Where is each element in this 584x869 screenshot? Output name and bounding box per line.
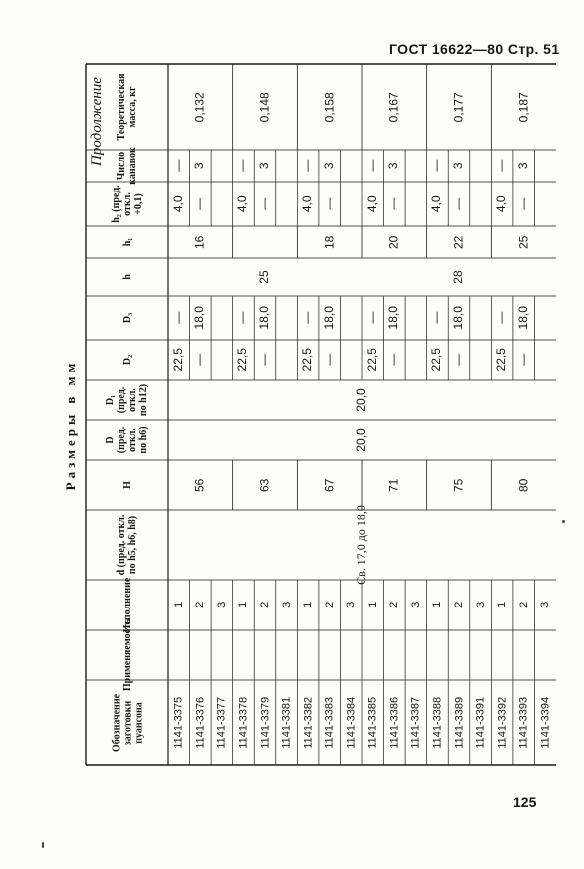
row-D3: — — [171, 311, 186, 324]
row-version: 1 — [237, 601, 250, 609]
row-designation: 1141-3379 — [258, 696, 271, 749]
row-D2: 22,5 — [429, 348, 444, 372]
row-groove-count: 3 — [322, 162, 337, 170]
header-d: d (пред. откл. по h5, h6, h8) — [116, 514, 138, 576]
group-mass: 0,167 — [386, 91, 401, 122]
row-designation: 1141-3377 — [215, 696, 228, 749]
h-value: 28 — [451, 270, 466, 284]
standard-reference: ГОСТ 16622—80 Стр. 51 — [389, 41, 560, 57]
row-version: 1 — [496, 601, 509, 609]
group-h1: 25 — [516, 235, 531, 249]
header-designation: Обозначение заготовки пуансона — [110, 693, 144, 752]
row-h2: 4,0 — [429, 195, 444, 213]
row-version: 2 — [194, 601, 207, 609]
row-groove-count: — — [365, 159, 380, 172]
dimensions-unit-caption: Размеры в мм — [62, 359, 78, 491]
row-D2: 22,5 — [494, 348, 509, 372]
page-number: 125 — [513, 794, 537, 810]
row-designation: 1141-3389 — [452, 696, 465, 749]
row-groove-count: 3 — [516, 162, 531, 170]
row-designation: 1141-3376 — [194, 696, 207, 749]
row-D2: 22,5 — [171, 348, 186, 372]
row-h2: — — [386, 197, 401, 210]
row-groove-count: 3 — [451, 162, 466, 170]
row-D2: 22,5 — [365, 348, 380, 372]
row-version: 2 — [323, 601, 336, 609]
group-h1: 22 — [451, 235, 466, 249]
header-D2: D₂ — [121, 354, 133, 366]
header-applicability: Применяемость — [121, 618, 133, 692]
row-h2: — — [322, 197, 337, 210]
row-version: 2 — [517, 601, 530, 609]
row-groove-count: 3 — [386, 162, 401, 170]
row-D3: 18,0 — [516, 306, 531, 330]
h-value: 25 — [257, 270, 272, 284]
d-range: Св. 17,0 до 18,0 — [354, 505, 369, 585]
row-h2: 4,0 — [494, 195, 509, 213]
row-D2: — — [516, 353, 531, 366]
row-designation: 1141-3386 — [388, 696, 401, 749]
row-D2: — — [257, 353, 272, 366]
row-D3: 18,0 — [451, 306, 466, 330]
row-D2: — — [192, 353, 207, 366]
row-version: 1 — [302, 601, 315, 609]
continuation-label: Продолжение — [89, 77, 105, 166]
group-mass: 0,148 — [257, 91, 272, 122]
header-h1: h₁ — [121, 237, 133, 247]
group-H: 75 — [451, 478, 466, 492]
row-designation: 1141-3387 — [409, 696, 422, 749]
row-version: 3 — [474, 601, 487, 609]
row-groove-count: — — [171, 159, 186, 172]
D1-value: 20,0 — [354, 388, 369, 412]
row-version: 3 — [409, 601, 422, 609]
row-D2: 22,5 — [235, 348, 250, 372]
group-H: 67 — [322, 478, 337, 492]
row-D3: 18,0 — [192, 306, 207, 330]
row-groove-count: — — [235, 159, 250, 172]
row-D3: — — [365, 311, 380, 324]
row-designation: 1141-3383 — [323, 696, 336, 749]
row-D3: — — [494, 311, 509, 324]
row-designation: 1141-3384 — [345, 696, 358, 749]
row-designation: 1141-3378 — [237, 696, 250, 749]
group-h1: 18 — [322, 235, 337, 249]
row-h2: 4,0 — [365, 195, 380, 213]
row-version: 3 — [539, 601, 552, 609]
row-designation: 1141-3382 — [302, 696, 315, 749]
header-version: Исполнение — [121, 577, 133, 633]
row-designation: 1141-3394 — [539, 696, 552, 749]
row-designation: 1141-3393 — [517, 696, 530, 749]
row-designation: 1141-3388 — [431, 696, 444, 749]
row-h2: 4,0 — [300, 195, 315, 213]
row-version: 2 — [258, 601, 271, 609]
row-h2: — — [516, 197, 531, 210]
row-designation: 1141-3381 — [280, 696, 293, 749]
row-D3: — — [300, 311, 315, 324]
row-designation: 1141-3385 — [366, 696, 379, 749]
row-groove-count: 3 — [192, 162, 207, 170]
row-D2: 22,5 — [300, 348, 315, 372]
group-h1: 20 — [386, 235, 401, 249]
group-H: 63 — [257, 478, 272, 492]
row-D2: — — [451, 353, 466, 366]
row-designation: 1141-3392 — [496, 696, 509, 749]
header-groove-count: Число канавок — [116, 147, 138, 185]
row-version: 3 — [215, 601, 228, 609]
row-D2: — — [322, 353, 337, 366]
group-H: 80 — [516, 478, 531, 492]
row-h2: — — [451, 197, 466, 210]
row-h2: 4,0 — [171, 195, 186, 213]
row-version: 2 — [388, 601, 401, 609]
row-D3: 18,0 — [257, 306, 272, 330]
row-groove-count: — — [300, 159, 315, 172]
D-value: 20,0 — [354, 428, 369, 452]
scan-speck — [42, 842, 44, 848]
header-h: h — [121, 274, 133, 280]
header-D: D (пред. откл. по h6) — [105, 426, 149, 454]
row-D2: — — [386, 353, 401, 366]
group-H: 56 — [192, 478, 207, 492]
row-D3: 18,0 — [386, 306, 401, 330]
header-D3: D₃ — [121, 312, 133, 324]
row-version: 3 — [280, 601, 293, 609]
group-mass: 0,132 — [192, 91, 207, 122]
row-designation: 1141-3375 — [172, 696, 185, 749]
row-h2: — — [192, 197, 207, 210]
header-mass: Теоретическая масса, кг — [116, 73, 138, 141]
group-mass: 0,187 — [516, 91, 531, 122]
row-version: 2 — [452, 601, 465, 609]
row-D3: 18,0 — [322, 306, 337, 330]
row-groove-count: — — [494, 159, 509, 172]
header-D1: D₁ (пред. откл. по h12) — [105, 383, 149, 417]
group-mass: 0,158 — [322, 91, 337, 122]
row-version: 1 — [366, 601, 379, 609]
scan-speck — [562, 520, 565, 523]
group-h1: 16 — [192, 235, 207, 249]
row-version: 3 — [345, 601, 358, 609]
row-D3: — — [235, 311, 250, 324]
row-groove-count: — — [429, 159, 444, 172]
header-h2: h₂ (пред. откл. +0,1) — [110, 185, 144, 223]
row-version: 1 — [172, 601, 185, 609]
row-h2: 4,0 — [235, 195, 250, 213]
row-h2: — — [257, 197, 272, 210]
header-H: H — [121, 481, 133, 489]
row-D3: — — [429, 311, 444, 324]
row-version: 1 — [431, 601, 444, 609]
group-mass: 0,177 — [451, 91, 466, 122]
group-H: 71 — [386, 478, 401, 492]
row-groove-count: 3 — [257, 162, 272, 170]
row-designation: 1141-3391 — [474, 696, 487, 749]
